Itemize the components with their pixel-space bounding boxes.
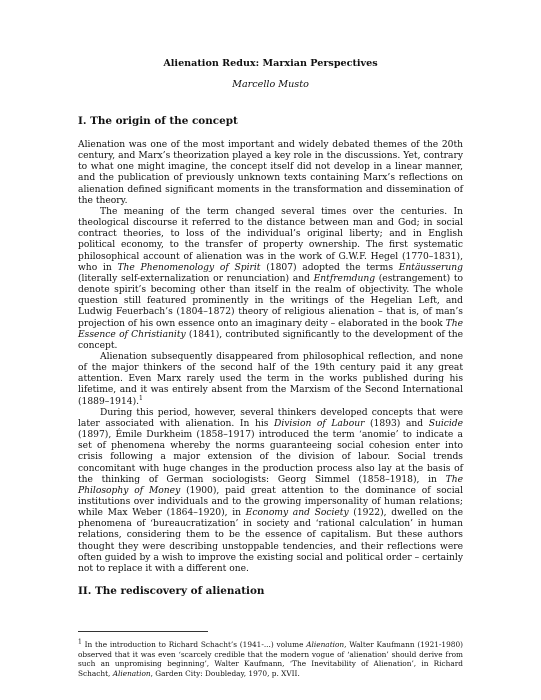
footnote-marker[interactable]: 1 [139,394,143,402]
footnote-1: $^1$ In the introduction to Richard Schacht’s (1941-...) volume Alienation, Walter Kaufmann (1921-1980) observed that it was even ‘scarcely credible that the modern vogue of ‘alienation’ should derive from such an unpromising beginning’, Walter Kaufmann, ‘The Inevitability of Alienation’, in Richard Schacht, Alienation, Garden City: Doubleday, 1970, p. XVII. [78,638,463,678]
italic-run: Suicide [428,418,464,429]
italic-run: Alienation [306,640,345,649]
section-heading-origin: I. The origin of the concept [78,115,238,127]
section-heading-rediscovery: II. The rediscovery of alienation [78,585,265,598]
italic-run: Economy and Society [245,508,349,519]
paragraph-1: Alienation was one of the most important and widely debated themes of the 20th century, and Marx’s theorization played a key role in the discussions. Yet, contrary to what one might imagine, the concept itself did not develop in a linear manner, and the publication of previously unknown texts containing Marx’s reflections on alienation defined significant moments in the transformation and dissemination of the theory. [78,140,463,206]
italic-run: The Essence of Christianity [78,318,463,340]
paper-author: Marcello Musto [232,79,309,90]
paragraph-4: During this period, however, several thinkers developed concepts that were later associated with alienation. In his Division of Labour (1893) and Suicide (1897), Émile Durkheim (1858–1917) introduced the term ‘anomie’ to indicate a set of phenomena whereby the norms guaranteeing social cohesion enter into crisis following a major extension of the division of labour. Social trends concomitant with huge changes in the production process also lay at the basis of the thinking of German sociologists: Georg Simmel (1858–1918), in The Philosophy of Money (1900), paid great attention to the dominance of social institutions over individuals and to the growing impersonality of human relations; while Max Weber (1864–1920), in Economy and Society (1922), dwelled on the phenomena of ‘bureaucratization’ in society and ‘rational calculation’ in human relations, considering them to be the essence of capitalism. But these authors thought they were describing unstoppable tendencies, and their reflections were often guided by a wish to improve the existing social and political order – certainly not to replace it with a different one. [78,407,464,574]
paper-title: Alienation Redux: Marxian Perspectives [163,58,378,69]
footnote-marker[interactable]: 1 [78,638,82,646]
paper-page [78,58,463,598]
italic-run: Entfremdung [313,273,376,284]
paragraph-3: Alienation subsequently disappeared from philosophical reflection, and none of the major thinkers of the second half of the 19th century paid it any great attention. Even Marx rarely used the term in the works published during his lifetime, and it was entirely absent from the Marxism of the Second International (1889–1914).$^1$ [78,351,463,407]
italic-run: The Phenomenology of Spirit [117,262,261,273]
italic-run: Division of Labour [274,418,365,429]
italic-run: The Philosophy of Money [78,474,463,496]
paragraph-2: The meaning of the term changed several times over the centuries. In theological discourse it referred to the distance between man and God; in social contract theories, to loss of the individual’s original liberty; and in English political economy, to the transfer of property ownership. The first systematic philosophical account of alienation was in the work of G.W.F. Hegel (1770–1831), who in The Phenomenology of Spirit (1807) adopted the terms Entäusserung (literally self-externalization or renunciation) and Entfremdung (estrangement) to denote spirit’s becoming other than itself in the realm of objectivity. The whole question still featured prominently in the writings of the Hegelian Left, and Ludwig Feuerbach’s (1804–1872) theory of religious alienation – that is, of man’s projection of his own essence onto an imaginary deity – elaborated in the book The Essence of Christianity (1841), contributed significantly to the development of the concept. [78,206,464,351]
italic-run: Entäusserung [398,262,463,273]
italic-run: Alienation [112,668,151,678]
footnote-divider [78,631,208,632]
